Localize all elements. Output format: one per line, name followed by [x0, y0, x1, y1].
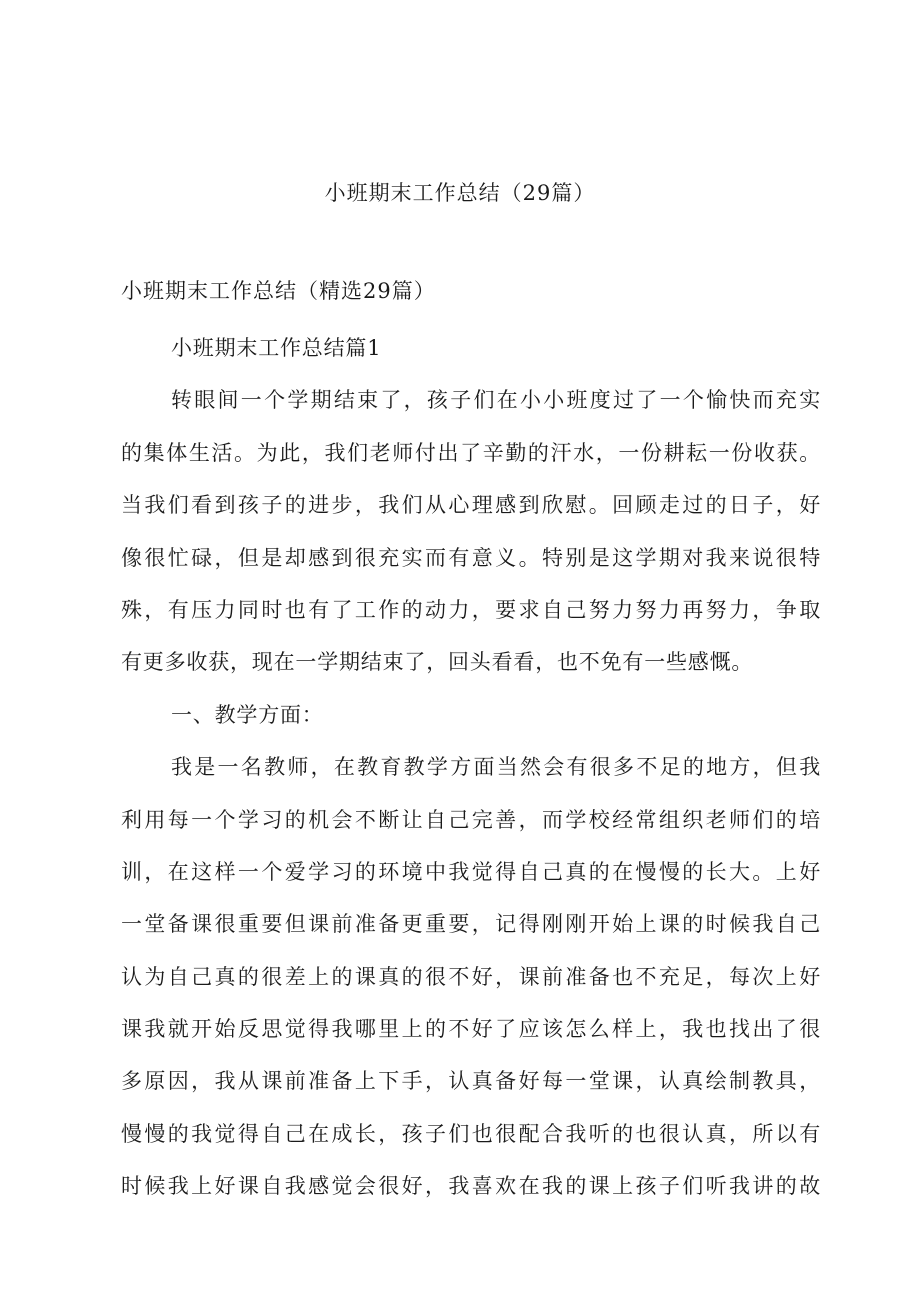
paragraph-line: 的集体生活。为此，我们老师付出了辛勤的汗水，一份耕耘一份收获。 [121, 440, 821, 465]
paragraph-line: 转眼间一个学期结束了，孩子们在小小班度过了一个愉快而充实 [171, 388, 821, 413]
paragraph-line: 当我们看到孩子的进步，我们从心理感到欣慰。回顾走过的日子，好 [121, 493, 821, 518]
paragraph-line: 殊，有压力同时也有了工作的动力，要求自己努力努力再努力，争取 [121, 597, 821, 622]
part-1-heading: 一、教学方面： [171, 702, 324, 727]
paragraph-1 [121, 374, 821, 688]
paragraph-line: 一堂备课很重要但课前准备更重要，记得刚刚开始上课的时候我自己 [121, 912, 821, 937]
paragraph-line: 时候我上好课自我感觉会很好，我喜欢在我的课上孩子们听我讲的故 [121, 1174, 821, 1199]
section-heading: 小班期末工作总结篇1 [171, 336, 382, 360]
paragraph-line: 有更多收获，现在一学期结束了，回头看看，也不免有一些感慨。 [121, 650, 754, 675]
paragraph-line: 课我就开始反思觉得我哪里上的不好了应该怎么样上，我也找出了很 [121, 1017, 821, 1042]
paragraph-line: 训，在这样一个爱学习的环境中我觉得自己真的在慢慢的长大。上好 [121, 859, 821, 884]
paragraph-line: 慢慢的我觉得自己在成长，孩子们也很配合我听的也很认真，所以有 [121, 1121, 821, 1146]
paragraph-line: 像很忙碌，但是却感到很充实而有意义。特别是这学期对我来说很特 [121, 545, 821, 570]
paragraph-line: 多原因，我从课前准备上下手，认真备好每一堂课，认真绘制教具， [121, 1069, 821, 1094]
document-title: 小班期末工作总结（29篇） [324, 181, 596, 205]
paragraph-line: 认为自己真的很差上的课真的很不好，课前准备也不充足，每次上好 [121, 964, 821, 989]
paragraph-line: 利用每一个学习的机会不断让自己完善，而学校经常组织老师们的培 [121, 807, 821, 832]
paragraph-2 [121, 741, 821, 1213]
document-body [121, 322, 821, 1213]
document-subtitle: 小班期末工作总结（精选29篇） [121, 279, 436, 303]
paragraph-line: 我是一名教师，在教育教学方面当然会有很多不足的地方，但我 [171, 755, 821, 780]
